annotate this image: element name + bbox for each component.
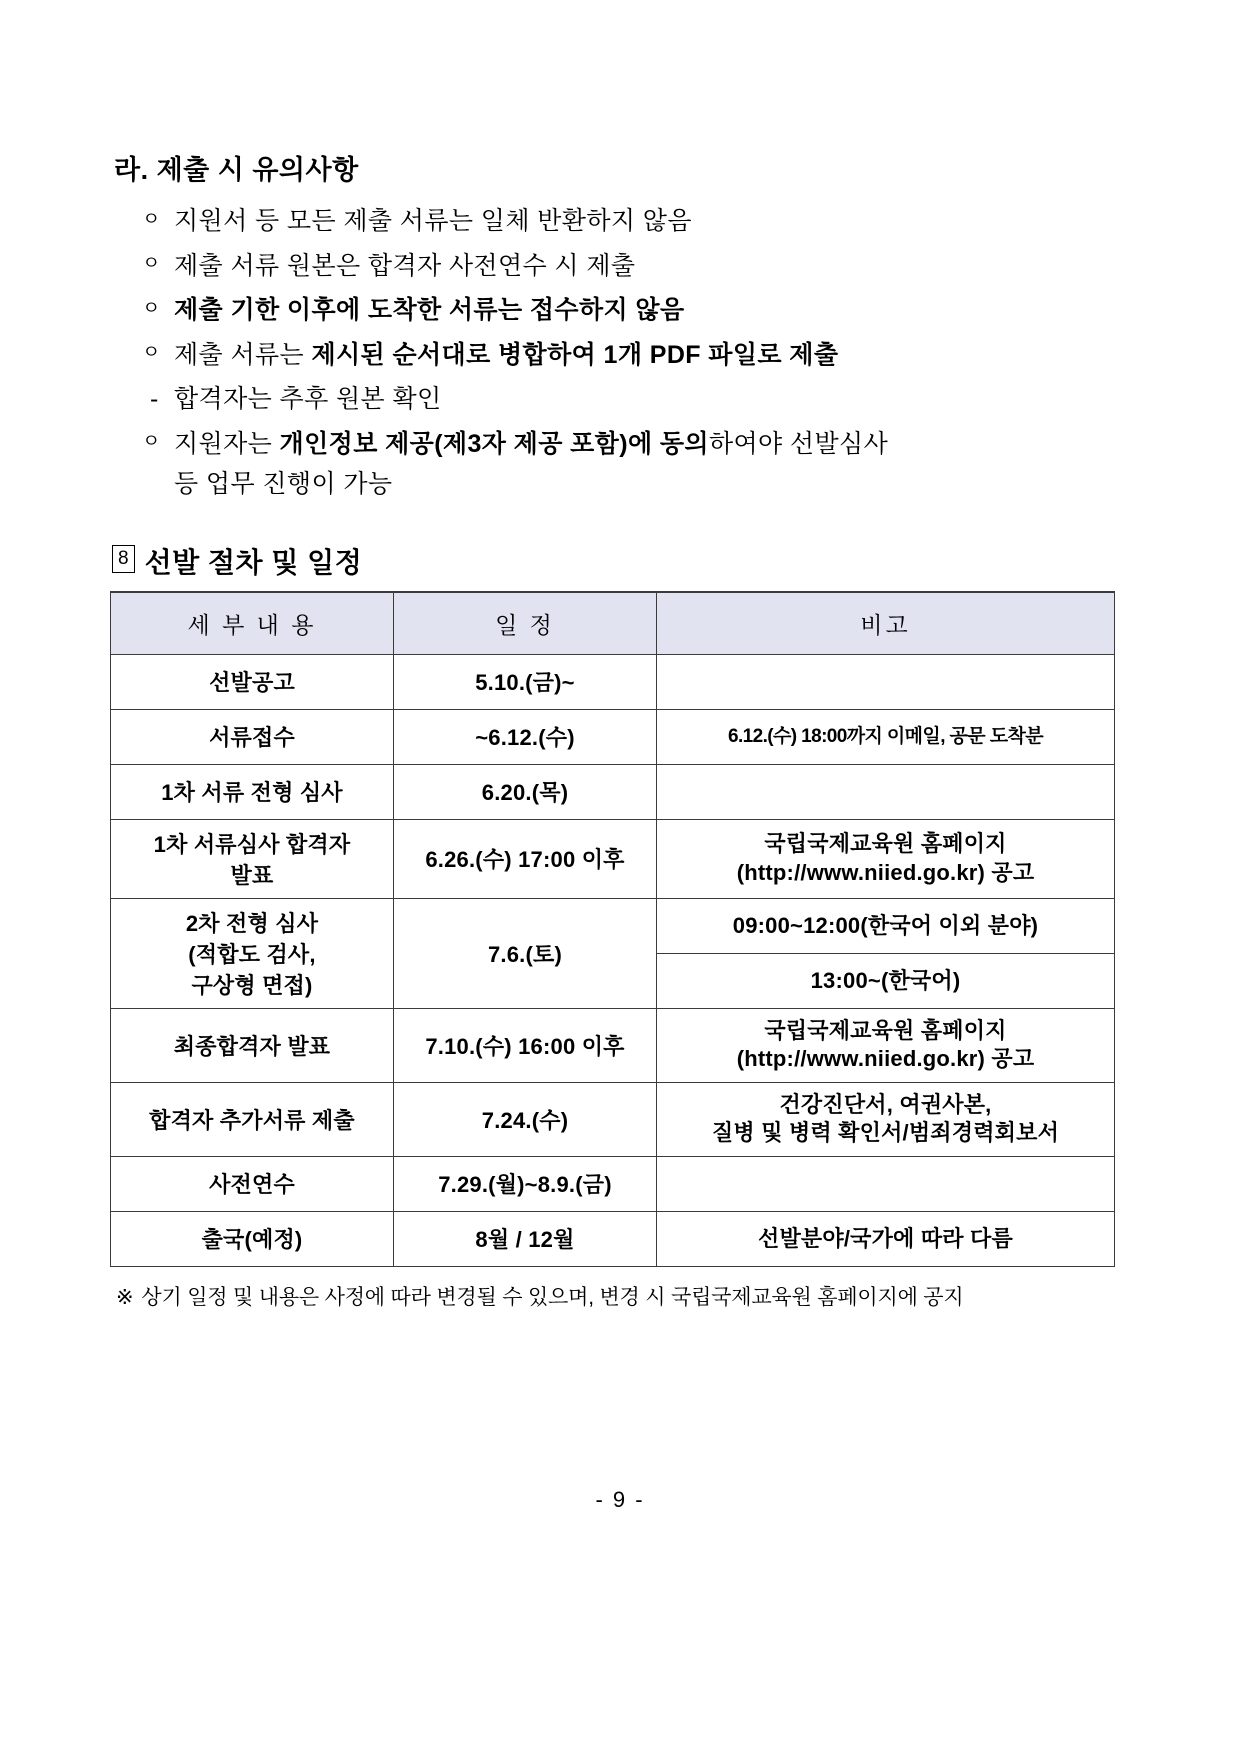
list-item (112, 201, 1124, 242)
section-number-box: 8 (112, 545, 135, 573)
cell-detail: 출국(예정) (111, 1211, 394, 1266)
asterisk-icon: ※ (116, 1285, 134, 1309)
list-item-text: 제출 기한 이후에 도착한 서류는 접수하지 않음 (174, 296, 685, 324)
cell-date: 8월 / 12월 (394, 1211, 657, 1266)
cell-date: 7.24.(수) (394, 1082, 657, 1156)
table-row (111, 1211, 1115, 1266)
circle-bullet-icon: ㅇ (142, 431, 161, 453)
column-header-note: 비고 (657, 592, 1115, 655)
cell-date: ~6.12.(수) (394, 709, 657, 764)
list-item-text-bold: 제시된 순서대로 병합하여 1개 PDF 파일로 제출 (311, 340, 839, 369)
cell-detail: 선발공고 (111, 654, 394, 709)
table-row (111, 1156, 1115, 1211)
cell-detail: 1차 서류심사 합격자 발표 (111, 819, 394, 898)
column-header-detail: 세 부 내 용 (111, 592, 394, 655)
cell-note: 선발분야/국가에 따라 다름 (657, 1211, 1115, 1266)
cell-note: 국립국제교육원 홈페이지 (http://www.niied.go.kr) 공고 (657, 819, 1115, 898)
schedule-table (110, 591, 1115, 1267)
cell-date: 7.10.(수) 16:00 이후 (394, 1008, 657, 1082)
list-item-text: 제출 서류는 (174, 340, 312, 369)
list-item-text: 지원자는 (174, 429, 280, 458)
list-item-text-2: 하여야 선발심사 (708, 429, 889, 458)
list-item-text: 지원서 등 모든 제출 서류는 일체 반환하지 않음 (174, 207, 692, 235)
list-item (112, 335, 1124, 376)
list-item-text-bold: 개인정보 제공(제3자 제공 포함)에 동의 (279, 429, 709, 458)
circle-bullet-icon: ㅇ (142, 208, 161, 230)
cell-detail: 사전연수 (111, 1156, 394, 1211)
table-row (111, 709, 1115, 764)
cell-detail: 2차 전형 심사 (적합도 검사, 구상형 면접) (111, 898, 394, 1008)
section-heading-schedule (112, 541, 1124, 581)
column-header-date: 일 정 (394, 592, 657, 655)
list-item (112, 290, 1124, 331)
cell-note (657, 654, 1115, 709)
circle-bullet-icon: ㅇ (142, 297, 161, 319)
cell-note: 09:00~12:00(한국어 이외 분야) (657, 898, 1115, 953)
circle-bullet-icon: ㅇ (142, 253, 161, 275)
table-footnote (112, 1281, 1124, 1311)
section-heading-notes: 라. 제출 시 유의사항 (114, 155, 359, 185)
table-row (111, 819, 1115, 898)
table-row (111, 764, 1115, 819)
cell-detail: 합격자 추가서류 제출 (111, 1082, 394, 1156)
cell-date: 7.6.(토) (394, 898, 657, 1008)
footnote-text: 상기 일정 및 내용은 사정에 따라 변경될 수 있으며, 변경 시 국립국제교육원 홈페이지에 공지 (141, 1285, 964, 1309)
page-number: - 9 - (595, 1487, 645, 1512)
table-row (111, 654, 1115, 709)
cell-date: 5.10.(금)~ (394, 654, 657, 709)
cell-date: 6.26.(수) 17:00 이후 (394, 819, 657, 898)
cell-detail: 1차 서류 전형 심사 (111, 764, 394, 819)
table-row (111, 1082, 1115, 1156)
cell-note: 6.12.(수) 18:00까지 이메일, 공문 도착분 (657, 709, 1115, 764)
list-item-text: 제출 서류 원본은 합격자 사전연수 시 제출 (174, 251, 636, 280)
table-header-row (111, 592, 1115, 655)
cell-note (657, 764, 1115, 819)
cell-note: 13:00~(한국어) (657, 953, 1115, 1008)
cell-note: 국립국제교육원 홈페이지 (http://www.niied.go.kr) 공고 (657, 1008, 1115, 1082)
page-content (112, 148, 1124, 1311)
cell-date: 6.20.(목) (394, 764, 657, 819)
cell-date: 7.29.(월)~8.9.(금) (394, 1156, 657, 1211)
list-item (112, 246, 1124, 287)
cell-detail: 서류접수 (111, 709, 394, 764)
cell-note: 건강진단서, 여권사본, 질병 및 병력 확인서/범죄경력회보서 (657, 1082, 1115, 1156)
table-row (111, 898, 1115, 953)
sub-list-item (112, 379, 1124, 420)
list-item-text-line2: 등 업무 진행이 가능 (174, 470, 393, 498)
circle-bullet-icon: ㅇ (142, 342, 161, 364)
notes-list (112, 201, 1124, 505)
table-row (111, 1008, 1115, 1082)
cell-detail: 최종합격자 발표 (111, 1008, 394, 1082)
dash-bullet-icon: - (150, 385, 159, 413)
cell-note (657, 1156, 1115, 1211)
list-item (112, 424, 1124, 505)
section-title: 선발 절차 및 일정 (144, 546, 363, 578)
sub-list-item-text: 합격자는 추후 원본 확인 (174, 385, 442, 413)
